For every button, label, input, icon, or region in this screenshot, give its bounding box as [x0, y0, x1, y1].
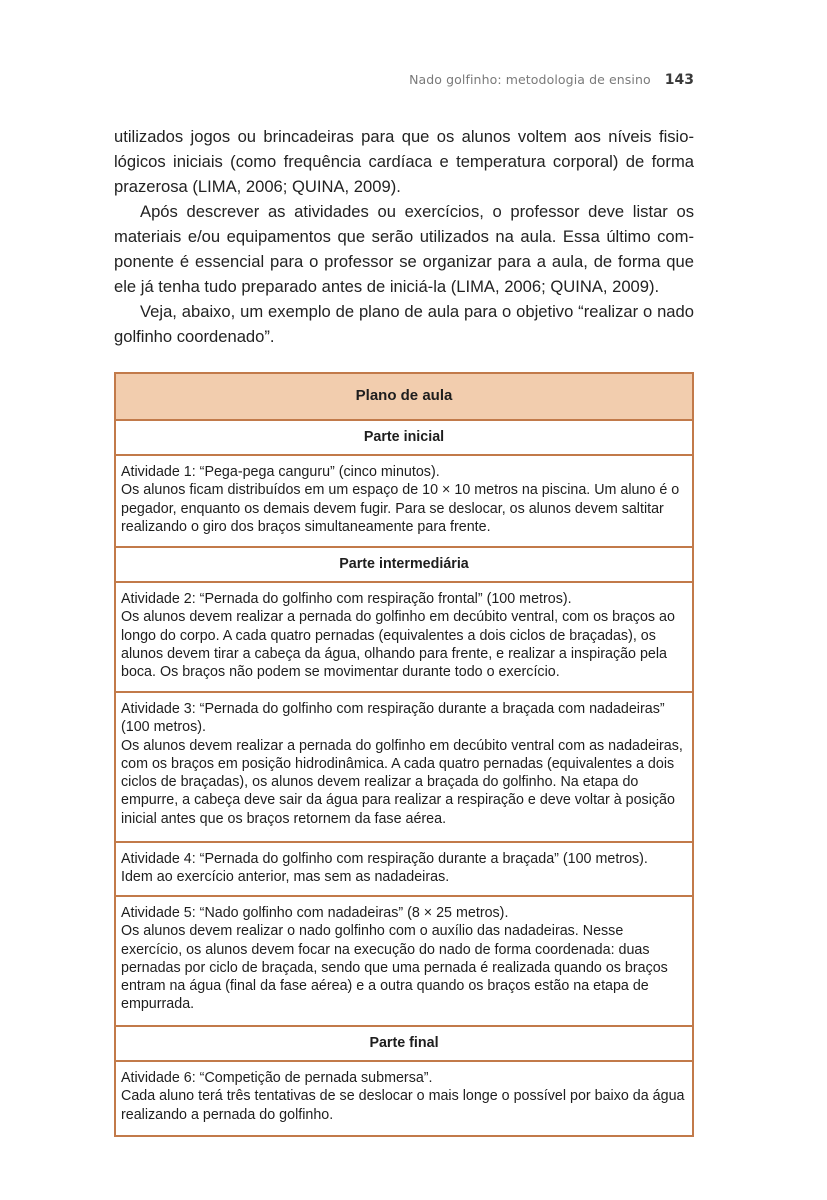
activity-description: Cada aluno terá três tentativas de se deslocar o mais longe o possível por baixo da água realizando a pernada do golfinho. — [121, 1088, 685, 1123]
activity-title: Atividade 2: “Pernada do golfinho com respiração frontal” (100 metros). — [121, 591, 572, 607]
section-row — [115, 547, 693, 582]
activity-description: Os alunos devem realizar o nado golfinho com o auxílio das nadadeiras. Nesse exercício, os alunos devem focar na execução do nado de forma coordenada: duas pernadas por ciclo de braçada, sendo que uma pernada é realizada quando os braços entram na água (final da fase aérea) e a outra quando os braços estão na etapa de empurrada. — [121, 923, 668, 1013]
activity-cell-6 — [115, 1061, 693, 1136]
activity-title: Atividade 4: “Pernada do golfinho com respiração durante a braçada” (100 metros). — [121, 851, 648, 867]
page-number: 143 — [664, 72, 694, 88]
body-text — [114, 124, 694, 349]
lesson-plan-table — [114, 372, 694, 1137]
activity-row — [115, 896, 693, 1026]
section-label-initial: Parte inicial — [115, 420, 693, 455]
activity-row — [115, 582, 693, 692]
activity-title: Atividade 1: “Pega-pega canguru” (cinco minutos). — [121, 464, 440, 480]
activity-description: Idem ao exercício anterior, mas sem as nadadeiras. — [121, 869, 450, 886]
section-row — [115, 1026, 693, 1061]
activity-cell-3 — [115, 692, 693, 842]
running-header — [380, 72, 694, 88]
activity-title: Atividade 6: “Competição de pernada submersa”. — [121, 1070, 433, 1086]
paragraph-materials: Após descrever as atividades ou exercícios, o professor deve listar os materiais e/ou equipamentos que serão utilizados na aula. Essa último componente é essencial para o professor se organizar para a aula, de forma que ele já tenha tudo preparado antes de iniciá-la (LIMA, 2006; QUINA, 2009). — [114, 202, 694, 296]
table-title: Plano de aula — [115, 373, 693, 420]
table-title-row — [115, 373, 693, 420]
activity-row — [115, 692, 693, 842]
activity-cell-2 — [115, 582, 693, 692]
section-row — [115, 420, 693, 455]
activity-description: Os alunos devem realizar a pernada do golfinho em decúbito ventral com as nadadeiras, com os braços em posição hidrodinâmica. A cada quatro pernadas (equivalentes a dois ciclos de braçadas), os alunos devem realizar a braçada do golfinho. Na etapa do empurre, a cabeça deve sair da água para realizar a respiração e deve voltar à posição inicial antes que os braços retornem da fase aérea. — [121, 737, 683, 827]
activity-title: Atividade 3: “Pernada do golfinho com respiração durante a braçada com nadadeiras” (100 metros). — [121, 701, 665, 736]
paragraph-example-intro: Veja, abaixo, um exemplo de plano de aula para o objetivo “realizar o nado golfinho coordenado”. — [114, 302, 694, 346]
section-label-final: Parte final — [115, 1026, 693, 1061]
activity-cell-1 — [115, 455, 693, 547]
activity-row — [115, 842, 693, 896]
section-label-intermediate: Parte intermediária — [115, 547, 693, 582]
activity-cell-4 — [115, 842, 693, 896]
activity-description: Os alunos ficam distribuídos em um espaço de 10 × 10 metros na piscina. Um aluno é o pegador, enquanto os demais devem fugir. Para se deslocar, os alunos devem saltitar realizando o giro dos braços simultaneamente para frente. — [121, 482, 680, 535]
activity-title: Atividade 5: “Nado golfinho com nadadeiras” (8 × 25 metros). — [121, 905, 509, 921]
activity-row — [115, 455, 693, 547]
paragraph-continued: utilizados jogos ou brincadeiras para que os alunos voltem aos níveis fisiológicos iniciais (como frequência cardíaca e temperatura corporal) de forma prazerosa (LIMA, 2006; QUINA, 2009). — [114, 127, 694, 196]
activity-description: Os alunos devem realizar a pernada do golfinho em decúbito ventral, com os braços ao longo do corpo. A cada quatro pernadas (equivalentes a dois ciclos de braçadas), os alunos devem tirar a cabeça da água, olhando para frente, e realizar a inspiração pela boca. Os braços não podem se movimentar durante todo o exercício. — [121, 609, 675, 681]
activity-cell-5 — [115, 896, 693, 1026]
activity-row — [115, 1061, 693, 1136]
running-title: Nado golfinho: metodologia de ensino — [409, 72, 651, 87]
